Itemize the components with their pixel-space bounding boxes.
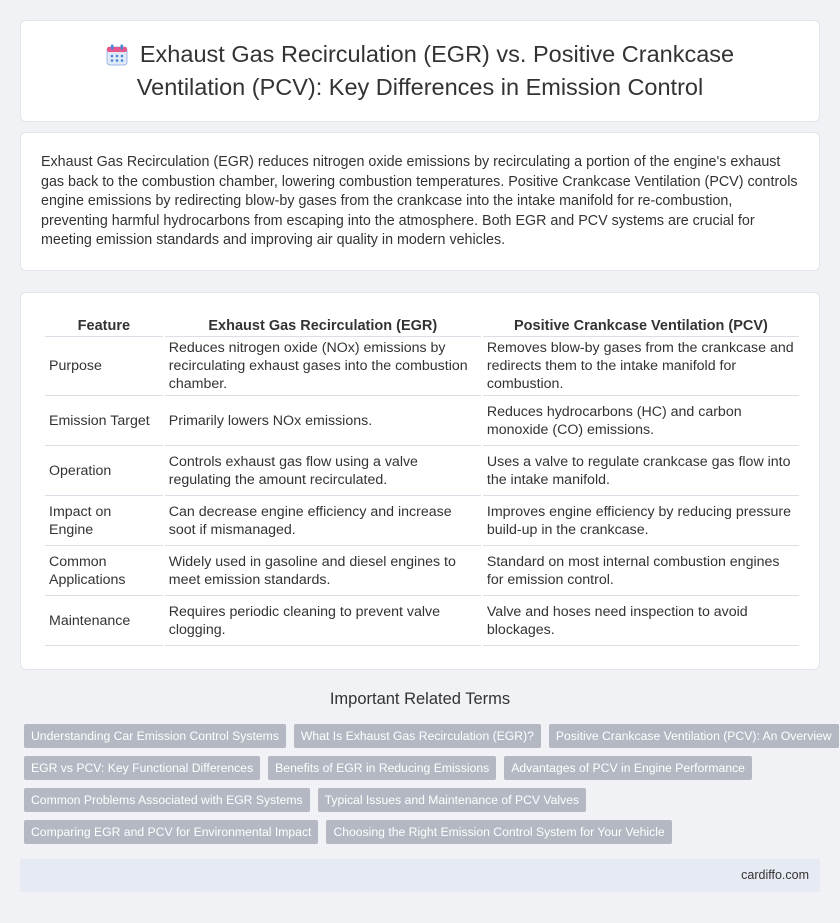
table-row — [45, 596, 799, 646]
related-term-tag[interactable]: Common Problems Associated with EGR Systems — [24, 788, 310, 812]
egr-cell: Controls exhaust gas flow using a valve regulating the amount recirculated. — [165, 446, 481, 496]
footer-bar — [20, 859, 820, 892]
related-term-tag[interactable]: Typical Issues and Maintenance of PCV Valves — [318, 788, 587, 812]
feature-cell: Maintenance — [45, 596, 163, 646]
related-term-tag[interactable]: Comparing EGR and PCV for Environmental Impact — [24, 820, 318, 844]
intro-paragraph: Exhaust Gas Recirculation (EGR) reduces nitrogen oxide emissions by recirculating a portion of the engine's exhaust gas back to the combustion chamber, lowering combustion temperatures. Positive Crankcase Ventilation (PCV) controls engine emissions by redirecting blow-by gases from the crankcase into the intake manifold for re-combustion, preventing harmful hydrocarbons from escaping into the atmosphere. Both EGR and PCV systems are crucial for meeting emission standards and improving air quality in modern vehicles. — [41, 154, 798, 248]
table-row — [45, 496, 799, 546]
header-pcv: Positive Crankcase Ventilation (PCV) — [483, 313, 799, 337]
egr-cell: Requires periodic cleaning to prevent valve clogging. — [165, 596, 481, 646]
comparison-table-card — [20, 292, 820, 670]
feature-cell: Common Applications — [45, 546, 163, 596]
header-feature: Feature — [45, 313, 163, 337]
table-row — [45, 396, 799, 446]
related-terms-list — [24, 724, 832, 852]
table-row — [45, 546, 799, 596]
table-row — [45, 337, 799, 396]
comparison-table — [43, 313, 801, 646]
related-term-tag[interactable]: Positive Crankcase Ventilation (PCV): An Overview — [549, 724, 839, 748]
feature-cell: Impact on Engine — [45, 496, 163, 546]
pcv-cell: Uses a valve to regulate crankcase gas flow into the intake manifold. — [483, 446, 799, 496]
site-name[interactable]: cardiffo.com — [741, 868, 809, 882]
feature-cell: Operation — [45, 446, 163, 496]
related-terms-heading: Important Related Terms — [329, 690, 511, 708]
tag-row — [24, 820, 824, 844]
page-title-text: Exhaust Gas Recirculation (EGR) vs. Positive Crankcase Ventilation (PCV): Key Differences in Emission Control — [136, 41, 735, 100]
related-term-tag[interactable]: Choosing the Right Emission Control System for Your Vehicle — [326, 820, 671, 844]
header-card — [20, 20, 820, 122]
table-row — [45, 446, 799, 496]
related-term-tag[interactable]: EGR vs PCV: Key Functional Differences — [24, 756, 260, 780]
egr-cell: Reduces nitrogen oxide (NOx) emissions by recirculating exhaust gases into the combustion chamber. — [165, 337, 481, 396]
pcv-cell: Reduces hydrocarbons (HC) and carbon monoxide (CO) emissions. — [483, 396, 799, 446]
intro-card — [20, 132, 820, 271]
pcv-cell: Valve and hoses need inspection to avoid blockages. — [483, 596, 799, 646]
related-term-tag[interactable]: Benefits of EGR in Reducing Emissions — [268, 756, 496, 780]
table-header-row — [45, 313, 799, 337]
egr-cell: Primarily lowers NOx emissions. — [165, 396, 481, 446]
header-egr: Exhaust Gas Recirculation (EGR) — [165, 313, 481, 337]
related-term-tag[interactable]: Advantages of PCV in Engine Performance — [504, 756, 752, 780]
calendar-icon — [106, 44, 128, 73]
page-title — [70, 40, 770, 102]
egr-cell: Widely used in gasoline and diesel engines to meet emission standards. — [165, 546, 481, 596]
pcv-cell: Improves engine efficiency by reducing pressure build-up in the crankcase. — [483, 496, 799, 546]
tag-row — [24, 724, 832, 748]
egr-cell: Can decrease engine efficiency and increase soot if mismanaged. — [165, 496, 481, 546]
tag-row — [24, 788, 824, 812]
feature-cell: Emission Target — [45, 396, 163, 446]
tag-row — [24, 756, 824, 780]
feature-cell: Purpose — [45, 337, 163, 396]
related-term-tag[interactable]: Understanding Car Emission Control Systems — [24, 724, 286, 748]
pcv-cell: Standard on most internal combustion engines for emission control. — [483, 546, 799, 596]
related-term-tag[interactable]: What Is Exhaust Gas Recirculation (EGR)? — [294, 724, 541, 748]
pcv-cell: Removes blow-by gases from the crankcase and redirects them to the intake manifold for combustion. — [483, 337, 799, 396]
